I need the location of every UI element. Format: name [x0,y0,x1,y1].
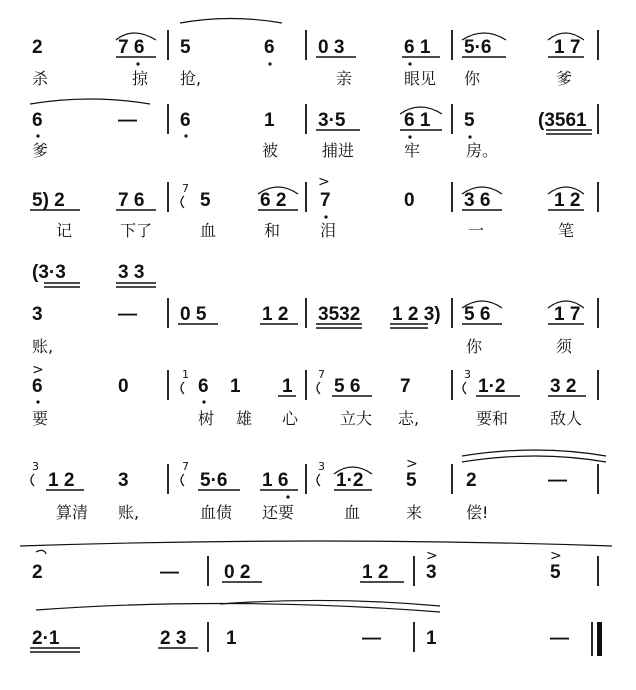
lyric: 账, [32,337,54,356]
lyric: 牢 [404,141,421,160]
lyric: 和 [264,221,281,240]
lyric: 账, [118,503,140,522]
lyric: 笔 [558,221,575,240]
note-group: 5 [180,37,191,58]
note-group: 0 [118,376,129,397]
lyric: 被 [262,141,279,160]
grace-slur [317,382,320,394]
lyric: 捕进 [322,141,355,160]
note-group: — [118,110,137,131]
lyric: 抢, [180,69,202,88]
note-group: 1·2 [478,376,506,397]
note-group: 7 6 [118,37,145,58]
note-group: 1 [426,628,437,649]
note-group: — [362,628,381,649]
note-group: 5·6 [200,470,228,491]
lyric: 房。 [466,141,499,160]
note-group: 5·6 [464,37,492,58]
staff-row-9 [30,600,602,656]
note-group: — [160,562,179,583]
lyric: 血 [344,503,361,522]
note-group: 5 6 [334,376,361,397]
tie [30,99,150,104]
lyric: 心 [282,409,299,428]
note-group: 1 2 3) [392,304,441,325]
grace-note: 7 [318,368,325,381]
octave-dot [408,62,411,65]
final-barline-thick [597,622,602,656]
note-group: 6 [32,110,43,131]
lyric: 你 [466,337,483,356]
note-group: 0 3 [318,37,345,58]
note-group: 1 [226,628,237,649]
note-group: 5) 2 [32,190,65,211]
octave-dot [286,495,289,498]
octave-dot [202,400,205,403]
staff-row-3 [30,174,598,240]
tie [36,550,46,554]
grace-note: 3 [32,460,39,473]
note-group: (3·3 [32,262,66,283]
note-group: 1 2 [554,190,581,211]
note-group: 5 6 [464,304,491,325]
octave-dot [268,62,271,65]
note-group: 1·2 [336,470,364,491]
lyric: 立大 [340,409,373,428]
lyric: 记 [56,221,73,240]
accent-mark: > [32,362,44,378]
note-group: 1 [282,376,293,397]
lyric: 志, [398,409,420,428]
octave-dot [136,62,139,65]
lyric: 一 [468,221,485,240]
grace-note: 7 [182,182,189,195]
note-group: 3 3 [118,262,145,283]
note-group: 3 6 [464,190,491,211]
note-group: 6 2 [260,190,287,211]
staff-row-5 [32,298,598,356]
grace-slur [181,474,184,486]
note-group: 6 [32,376,43,397]
note-group: 6 1 [404,37,431,58]
note-group: 6 1 [404,110,431,131]
note-group: 5 [200,190,211,211]
octave-dot [184,134,187,137]
octave-dot [468,135,471,138]
lyric: 亲 [336,69,353,88]
note-group: (3561 [538,110,587,131]
lyric: 来 [406,503,423,522]
tie [462,450,606,456]
lyric: 敌人 [550,409,583,428]
note-group: — [548,470,567,491]
note-group: 2 [32,37,43,58]
staff-row-8 [20,541,612,586]
note-group: 0 2 [224,562,251,583]
lyric: 偿! [466,503,489,522]
lyric: 泪 [320,221,337,240]
grace-slur [317,474,320,486]
note-group: 1 6 [262,470,289,491]
grace-note: 7 [182,460,189,473]
lyric: 还要 [262,503,295,522]
tie [180,19,282,24]
accent-mark: > [406,456,418,472]
note-group: 3532 [318,304,361,325]
note-group: 7 [320,190,331,211]
note-group: 2·1 [32,628,60,649]
octave-dot [36,134,39,137]
note-group: 1 [264,110,275,131]
tie [20,541,612,546]
octave-dot [324,215,327,218]
note-group: 5 [550,562,561,583]
lyric: 血 [200,221,217,240]
grace-slur [31,474,34,486]
note-group: 1 2 [48,470,75,491]
note-group: 3 2 [550,376,577,397]
note-group: 1 2 [262,304,289,325]
grace-slur [463,382,466,394]
note-group: 1 7 [554,37,581,58]
accent-mark: > [550,548,562,564]
note-group: 6 [264,37,275,58]
note-group: 7 [400,376,411,397]
note-group: — [118,304,137,325]
note-group: 6 [198,376,209,397]
staff-row-1 [32,19,598,89]
accent-mark: > [318,174,330,190]
note-group: 7 6 [118,190,145,211]
lyric: 爹 [32,141,49,160]
grace-note: 3 [318,460,325,473]
lyric: 掠 [132,69,149,88]
tie [36,603,440,612]
note-group: 3 [32,304,43,325]
grace-slur [181,196,184,208]
accent-mark: > [426,548,438,564]
note-group: 3 [426,562,437,583]
lyric: 雄 [236,409,253,428]
lyric: 眼见 [404,69,437,88]
note-group: 1 2 [362,562,389,583]
note-group: 6 [180,110,191,131]
grace-note: 3 [464,368,471,381]
note-group: 2 3 [160,628,187,649]
note-group: 3 [118,470,129,491]
octave-dot [408,135,411,138]
lyric: 爹 [556,69,573,88]
note-group: 1 [230,376,241,397]
lyric: 要和 [476,409,509,428]
lyric: 下了 [120,221,153,240]
note-group: 2 [466,470,477,491]
note-group: 1 7 [554,304,581,325]
grace-slur [181,382,184,394]
lyric: 你 [464,69,481,88]
lyric: 树 [198,409,215,428]
lyric: 算清 [56,503,89,522]
lyric: 杀 [32,69,49,88]
lyric: 须 [556,337,573,356]
staff-row-2 [30,99,598,160]
lyric: 要 [32,409,49,428]
note-group: 2 [32,562,43,583]
note-group: — [550,628,569,649]
note-group: 3·5 [318,110,346,131]
staff-row-7 [31,450,606,522]
note-group: 0 [404,190,415,211]
lyric: 血债 [200,503,233,522]
note-group: 5 [464,110,475,131]
octave-dot [36,400,39,403]
tie [462,456,606,462]
staff-row-4 [32,262,156,287]
grace-note: 1 [182,368,189,381]
note-group: 5 [406,470,417,491]
note-group: 0 5 [180,304,207,325]
staff-row-6 [32,362,598,428]
